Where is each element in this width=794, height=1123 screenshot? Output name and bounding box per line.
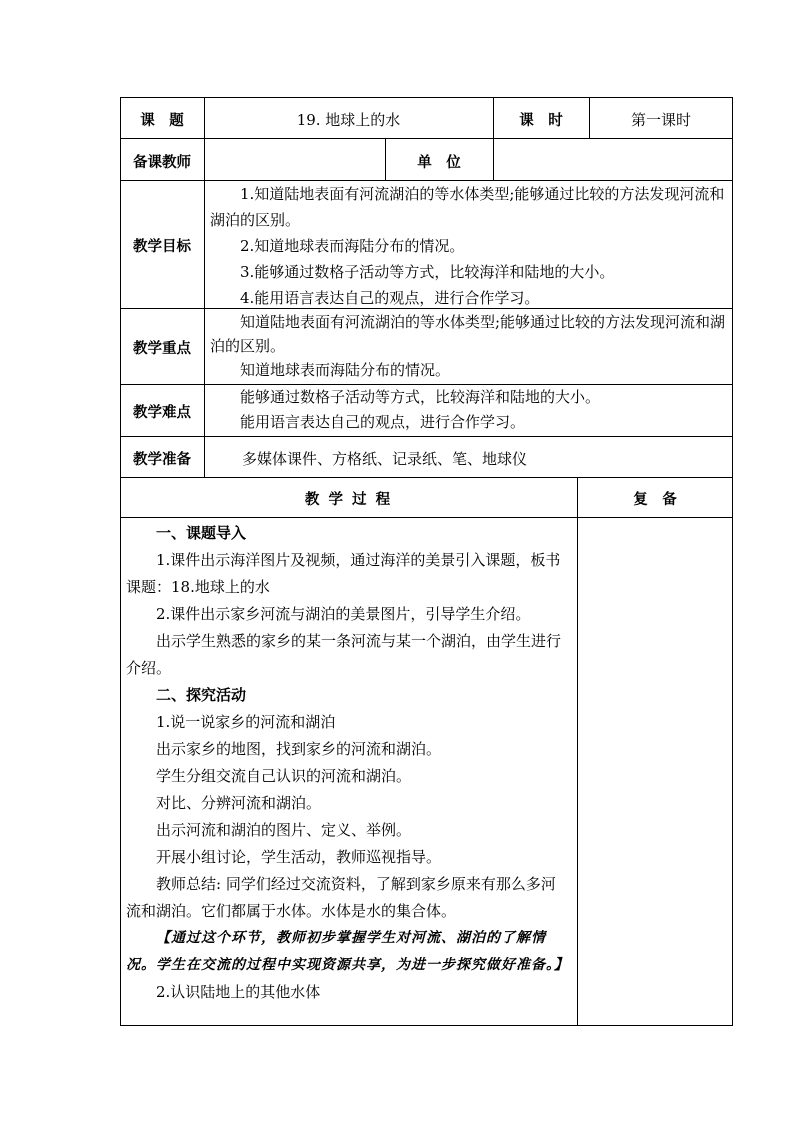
difficulties-label: 教学难点 [133,405,191,421]
difficulty-item: 能用语言表达自己的观点，进行合作学习。 [240,413,526,431]
process-line: 2.课件出示家乡河流与湖泊的美景图片，引导学生介绍。 [156,605,531,623]
lesson-plan-table [120,97,733,1026]
objectives-label: 教学目标 [133,239,191,255]
process-line: 对比、分辨河流和湖泊。 [156,794,322,812]
objective-item: 1.知道陆地表面有河流湖泊的等水体类型;能够通过比较的方法发现河流和湖泊的区别。 [210,185,725,229]
preparation-label: 教学准备 [133,452,191,468]
topic-value: 19. 地球上的水 [296,111,401,129]
row-divider [120,477,733,478]
row-divider [120,517,733,518]
process-line: 1.课件出示海洋图片及视频，通过海洋的美景引入课题，板书课题：18.地球上的水 [126,551,561,596]
process-line: 1.说一说家乡的河流和湖泊 [156,713,336,731]
process-line: 出示家乡的地图，找到家乡的河流和湖泊。 [156,740,442,758]
preparation-value: 多媒体课件、方格纸、记录纸、笔、地球仪 [242,450,528,468]
section-heading: 一、课题导入 [156,524,247,542]
row-divider [120,436,733,437]
process-line: 开展小组讨论，学生活动，教师巡视指导。 [156,848,442,866]
row-divider [120,138,733,139]
difficulties-list [210,385,728,435]
process-line: 2.认识陆地上的其他水体 [156,983,321,1001]
key-points-list [210,310,728,382]
process-body [126,520,570,1006]
col-divider [493,138,494,180]
key-point-item: 知道陆地表面有河流湖泊的等水体类型;能够通过比较的方法发现河流和湖泊的区别。 [210,313,726,355]
teaching-note: 【通过这个环节，教师初步掌握学生对河流、湖泊的了解情况。学生在交流的过程中实现资源共享，为进一步探究做好准备。】 [126,930,569,973]
process-line: 出示学生熟悉的家乡的某一条河流与某一个湖泊，由学生进行介绍。 [126,632,562,677]
review-header: 复 备 [633,492,677,508]
topic-label: 课 题 [140,113,184,129]
col-divider [577,477,578,1026]
objectives-list [210,181,728,311]
period-label: 课 时 [519,113,563,129]
process-line: 教师总结: 同学们经过交流资料，了解到家乡原来有那么多河流和湖泊。它们都属于水体。水体是水的集合体。 [126,875,556,920]
key-point-item: 知道地球表而海陆分布的情况。 [240,361,451,379]
section-heading: 二、探究活动 [156,686,247,704]
objective-item: 2.知道地球表而海陆分布的情况。 [240,237,465,255]
teacher-label: 备课教师 [133,155,191,171]
key-points-label: 教学重点 [133,341,191,357]
objective-item: 4.能用语言表达自己的观点，进行合作学习。 [240,289,540,307]
process-line: 学生分组交流自己认识的河流和湖泊。 [156,767,412,785]
process-header: 教 学 过 程 [304,492,393,508]
col-divider [204,97,205,477]
unit-label: 单 位 [417,155,461,171]
period-value: 第一课时 [630,111,691,129]
objective-item: 3.能够通过数格子活动等方式，比较海洋和陆地的大小。 [240,263,615,281]
difficulty-item: 能够通过数格子活动等方式，比较海洋和陆地的大小。 [240,388,601,406]
process-line: 出示河流和湖泊的图片、定义、举例。 [156,821,412,839]
